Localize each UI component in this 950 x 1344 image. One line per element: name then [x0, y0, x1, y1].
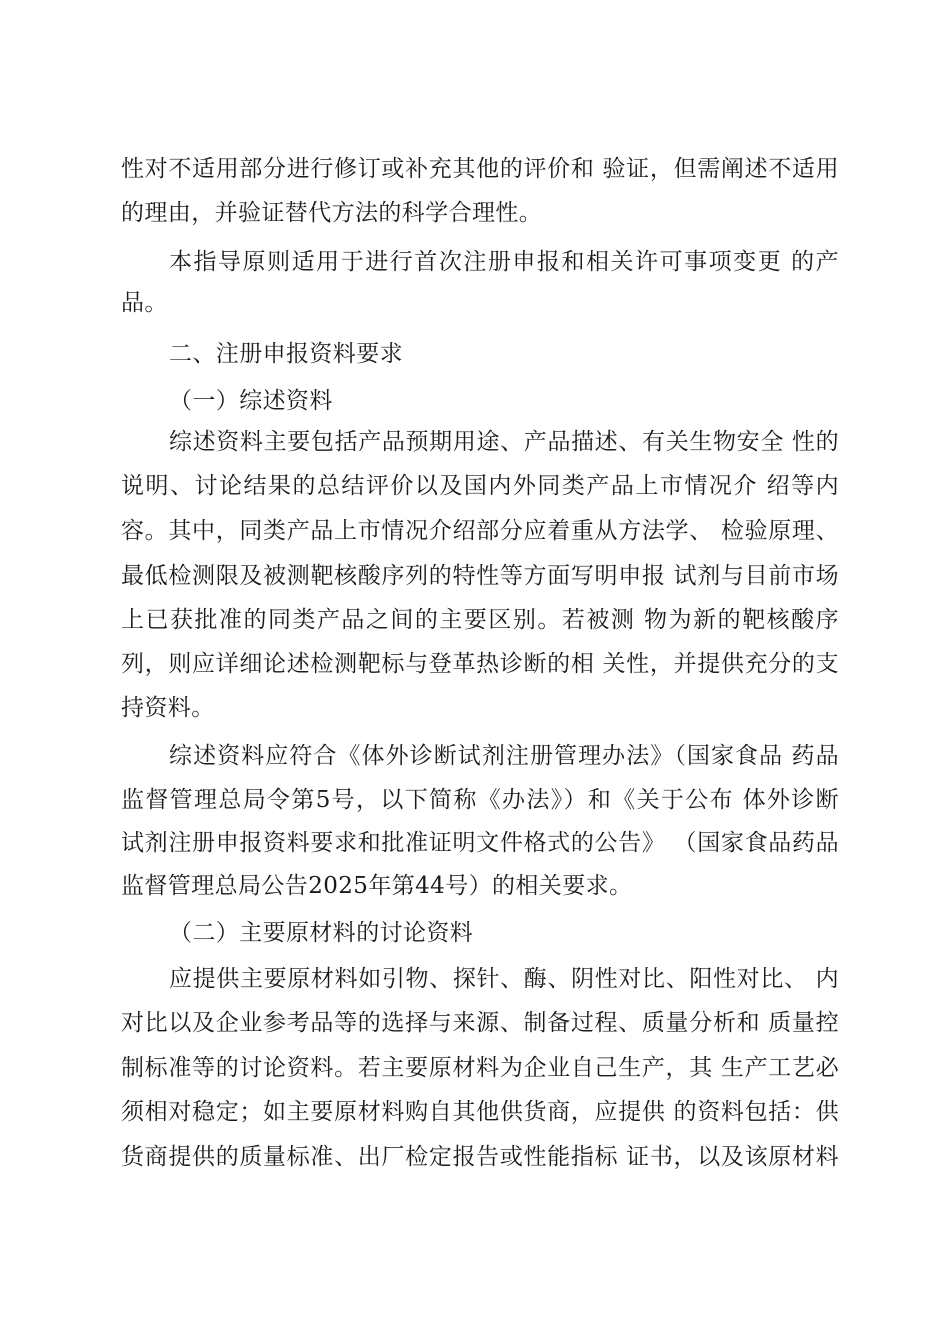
- subsection-heading: （一）综述资料: [169, 388, 333, 414]
- text-line: 监督管理总局公告2025年第44号）的相关要求。: [121, 873, 633, 899]
- text-line: 最低检测限及被测靶核酸序列的特性等方面写明申报 试剂与目前市场: [121, 563, 839, 589]
- text-line: 容。其中，同类产品上市情况介绍部分应着重从方法学、 检验原理、: [121, 518, 839, 544]
- text-line: 性对不适用部分进行修订或补充其他的评价和 验证，但需阐述不适用: [121, 156, 839, 182]
- text-line: 品。: [121, 290, 168, 316]
- text-line: 说明、讨论结果的总结评价以及国内外同类产品上市情况介 绍等内: [121, 473, 839, 499]
- text-line: 须相对稳定；如主要原材料购自其他供货商，应提供 的资料包括：供: [121, 1099, 839, 1125]
- text-line: 试剂注册申报资料要求和批准证明文件格式的公告》 （国家食品药品: [121, 830, 839, 856]
- text-line: 持资料。: [121, 695, 215, 721]
- text-line: 监督管理总局令第5号，以下简称《办法》）和《关于公布 体外诊断: [121, 787, 839, 813]
- text-line: 本指导原则适用于进行首次注册申报和相关许可事项变更 的产: [169, 249, 839, 275]
- text-line: 货商提供的质量标准、出厂检定报告或性能指标 证书，以及该原材料: [121, 1144, 839, 1170]
- text-line: 制标准等的讨论资料。若主要原材料为企业自己生产，其 生产工艺必: [121, 1055, 839, 1081]
- text-line: 应提供主要原材料如引物、探针、酶、阴性对比、阳性对比、 内: [169, 966, 839, 992]
- section-heading: 二、注册申报资料要求: [169, 341, 403, 367]
- text-line: 列，则应详细论述检测靶标与登革热诊断的相 关性，并提供充分的支: [121, 651, 839, 677]
- text-line: 的理由，并验证替代方法的科学合理性。: [121, 200, 543, 226]
- text-line: 综述资料主要包括产品预期用途、产品描述、有关生物安全 性的: [169, 429, 839, 455]
- text-line: 上已获批准的同类产品之间的主要区别。若被测 物为新的靶核酸序: [121, 607, 839, 633]
- subsection-heading: （二）主要原材料的讨论资料: [169, 920, 474, 946]
- text-line: 综述资料应符合《体外诊断试剂注册管理办法》（国家食品 药品: [169, 743, 839, 769]
- text-line: 对比以及企业参考品等的选择与来源、制备过程、质量分析和 质量控: [121, 1010, 839, 1036]
